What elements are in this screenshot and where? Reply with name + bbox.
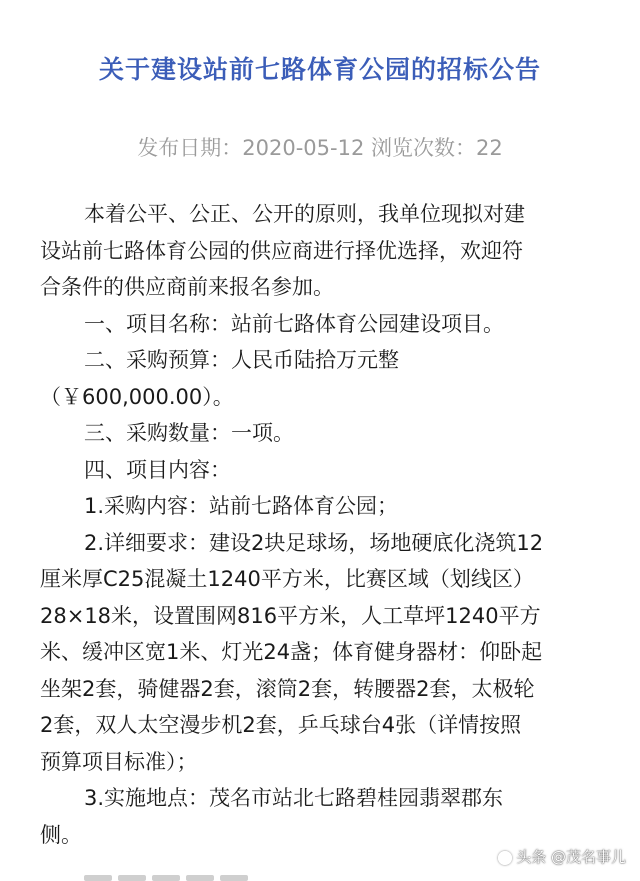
paragraph-line: 预算项目标准）； xyxy=(40,749,198,774)
section-budget: 二、采购预算：人民币陆拾万元整 xyxy=(84,348,399,372)
page-title: 关于建设站前七路体育公园的招标公告 xyxy=(98,55,541,84)
section-quantity: 三、采购数量：一项。 xyxy=(84,421,294,445)
source-watermark xyxy=(498,846,626,867)
content-item-2: 2.详细要求：建设2块足球场，场地硬底化浇筑12 xyxy=(84,530,544,555)
paragraph-line: 侧。 xyxy=(40,822,82,847)
paragraph-line: 设站前七路体育公园的供应商进行择优选择，欢迎符 xyxy=(40,238,523,263)
paragraph-line: 厘米厚C25混凝土1240平方米，比赛区域（划线区） xyxy=(40,567,534,591)
toutiao-logo-icon xyxy=(498,851,512,865)
paragraph-line: 2套，双人太空漫步机2套，乒乓球台4张（详情按照 xyxy=(40,713,522,737)
paragraph-line: 合条件的供应商前来报名参加。 xyxy=(40,275,334,299)
publish-meta: 发布日期：2020-05-12 浏览次数：22 xyxy=(137,136,503,160)
budget-amount: （￥600,000.00）。 xyxy=(40,384,234,409)
paragraph-line: 本着公平、公正、公开的原则，我单位现拟对建 xyxy=(84,202,525,226)
watermark-text: 头条 @茂名事儿 xyxy=(516,848,626,866)
announcement-body xyxy=(40,196,608,853)
section-content-heading: 四、项目内容： xyxy=(84,457,231,482)
paragraph-line: 28×18米，设置围网816平方米，人工草坪1240平方 xyxy=(40,603,541,628)
content-item-1: 1.采购内容：站前七路体育公园； xyxy=(84,494,399,518)
paragraph-line: 坐架2套，骑健器2套，滚筒2套，转腰器2套，太极轮 xyxy=(40,676,535,701)
section-project-name: 一、项目名称：站前七路体育公园建设项目。 xyxy=(84,311,504,336)
cut-off-line xyxy=(84,866,304,881)
content-item-3: 3.实施地点：茂名市站北七路碧桂园翡翠郡东 xyxy=(84,786,504,810)
paragraph-line: 米、缓冲区宽1米、灯光24盏；体育健身器材：仰卧起 xyxy=(40,640,543,664)
